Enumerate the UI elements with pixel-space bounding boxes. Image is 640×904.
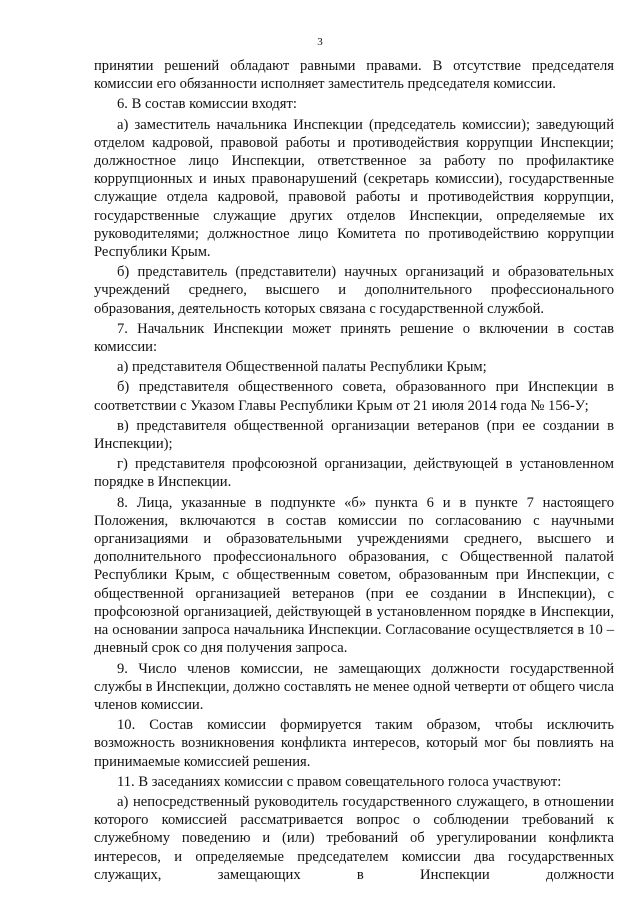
paragraph: в) представителя общественной организации ветеранов (при ее создании в Инспекции); [94, 417, 614, 453]
paragraph: 11. В заседаниях комиссии с правом совещательного голоса участвуют: [117, 773, 562, 790]
paragraph: а) непосредственный руководитель государственного служащего, в отношении которого комиссией рассматривается вопрос о соблюдении требований к служебному поведению и (или) требований об урегулировании конфликта интересов, и определяемые председателем комиссии два государственных служащих, замещающих в Инспекции должности [94, 793, 614, 883]
paragraph: а) заместитель начальника Инспекции (председатель комиссии); заведующий отделом кадровой, правовой работы и противодействия коррупции Инспекции; должностное лицо Инспекции, ответственное за работу по профилактике коррупционных и иных правонарушений (секретарь комиссии), государственные служащие отдела кадровой, правовой работы и противодействия коррупции, государственные служащие других отделов Инспекции, определяемые их руководителями; должностное лицо Комитета по противодействию коррупции Республики Крым. [94, 116, 614, 261]
page-number: 3 [317, 36, 323, 48]
paragraph: 6. В состав комиссии входят: [117, 96, 297, 113]
paragraph: 8. Лица, указанные в подпункте «б» пункта 6 и в пункте 7 настоящего Положения, включаются в состав комиссии по согласованию с научными организациями и образовательными учреждениями среднего, высшего и дополнительного профессионального образования, с Общественной палатой Республики Крым, с общественным советом, образованным при Инспекции, с общественной организацией ветеранов (при ее создании в Инспекции), с профсоюзной организацией, действующей в установленном порядке в Инспекции, на основании запроса начальника Инспекции. Согласование осуществляется в 10 – дневный срок со дня получения запроса. [94, 494, 614, 657]
paragraph: принятии решений обладают равными правами. В отсутствие председателя комиссии его обязанности исполняет заместитель председателя комиссии. [94, 58, 614, 93]
paragraph: 7. Начальник Инспекции может принять решение о включении в состав комиссии: [94, 320, 614, 356]
paragraph: 9. Число членов комиссии, не замещающих должности государственной службы в Инспекции, должно составлять не менее одной четверти от общего числа членов комиссии. [94, 660, 614, 713]
paragraph: б) представителя общественного совета, образованного при Инспекции в соответствии с Указом Главы Республики Крым от 21 июля 2014 года № 156-У; [94, 379, 614, 414]
paragraph: а) представителя Общественной палаты Республики Крым; [117, 359, 487, 376]
document-body [94, 57, 614, 886]
paragraph: 10. Состав комиссии формируется таким образом, чтобы исключить возможность возникновения конфликта интересов, который мог бы повлиять на принимаемые комиссией решения. [94, 717, 614, 770]
paragraph: г) представителя профсоюзной организации, действующей в установленном порядке в Инспекции. [94, 456, 614, 491]
paragraph: б) представитель (представители) научных организаций и образовательных учреждений среднего, высшего и дополнительного профессионального образования, деятельность которых связана с государственной службой. [94, 264, 614, 317]
